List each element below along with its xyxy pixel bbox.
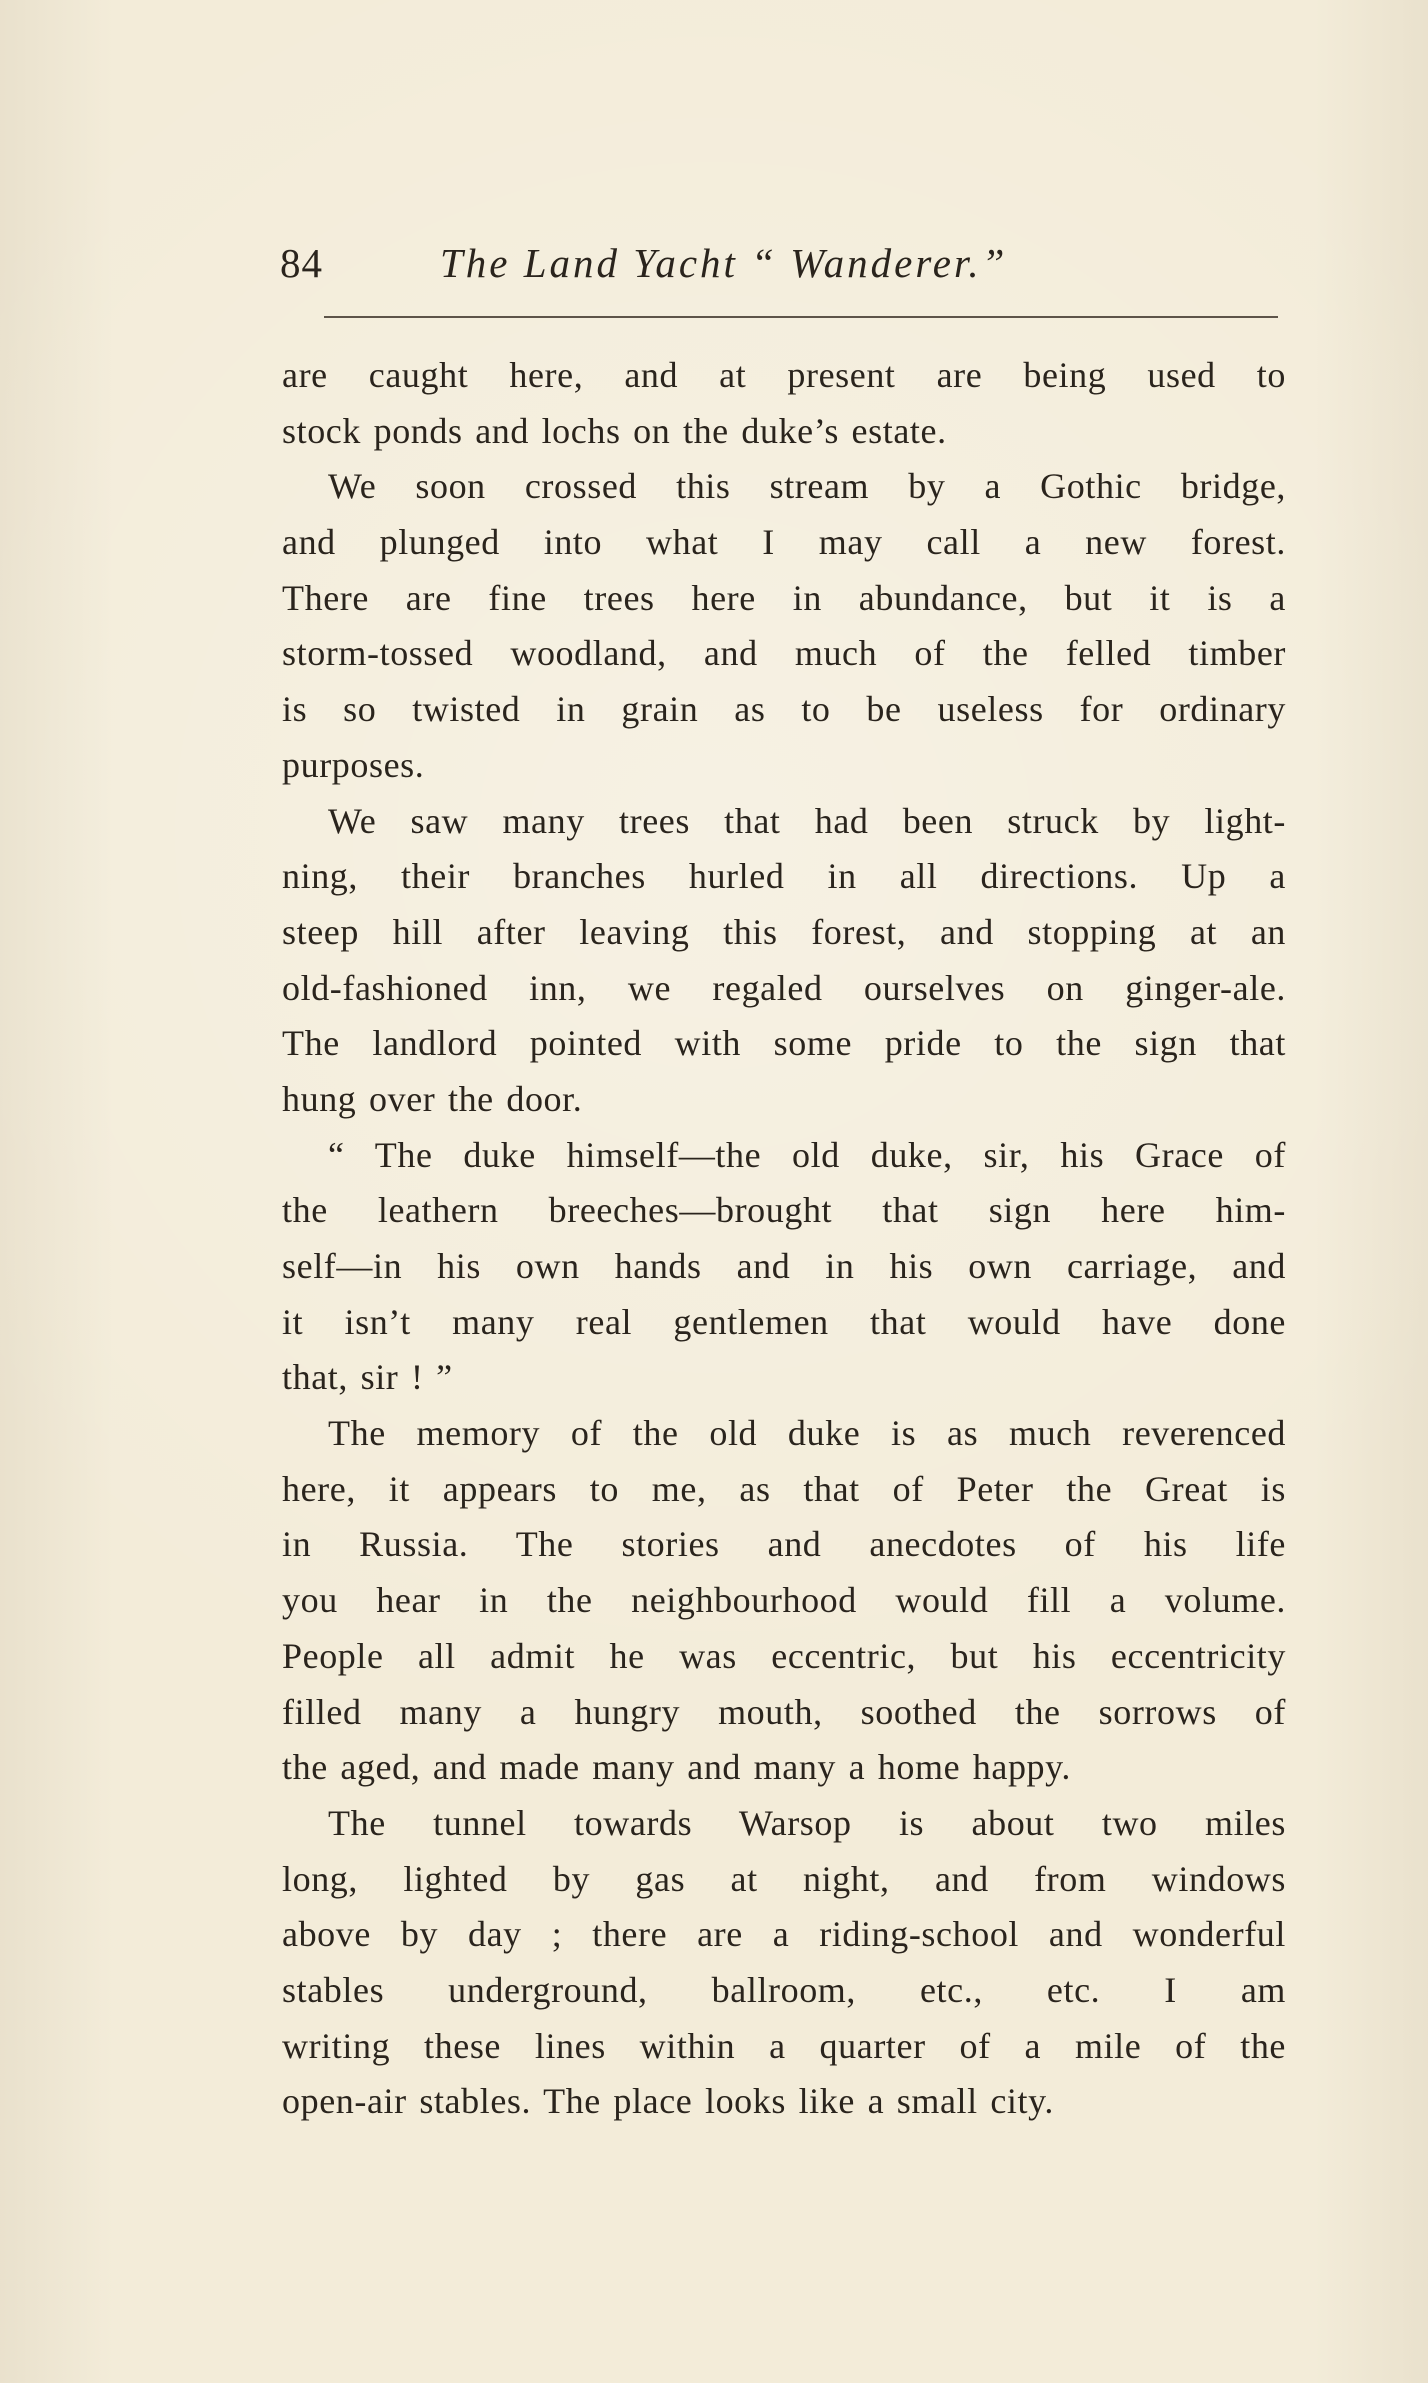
body-line: hung over the door. — [282, 1078, 583, 1119]
body-line: filled many a hungry mouth, soothed the sorrows of — [282, 1691, 1286, 1732]
body-line: purposes. — [282, 744, 425, 785]
running-head — [280, 232, 1280, 294]
paragraph-first-line: The memory of the old duke is as much reverenced — [328, 1413, 1286, 1454]
body-line: that, sir ! ” — [282, 1357, 453, 1398]
body-line: People all admit he was eccentric, but his eccentricity — [282, 1635, 1286, 1676]
body-line: old-fashioned inn, we regaled ourselves on ginger-ale. — [282, 967, 1286, 1008]
paragraph-first-line: We soon crossed this stream by a Gothic bridge, — [328, 466, 1286, 507]
body-line: here, it appears to me, as that of Peter the Great is — [282, 1468, 1286, 1509]
paragraph-first-line: The tunnel towards Warsop is about two miles — [328, 1802, 1286, 1843]
body-line: are caught here, and at present are being used to — [282, 355, 1286, 395]
body-line: in Russia. The stories and anecdotes of his life — [282, 1524, 1286, 1565]
body-line: steep hill after leaving this forest, and stopping at an — [282, 911, 1286, 952]
body-line: ning, their branches hurled in all directions. Up a — [282, 856, 1286, 897]
body-line: storm-tossed woodland, and much of the felled timber — [282, 633, 1286, 674]
body-line: stables underground, ballroom, etc., etc. I am — [282, 1969, 1286, 2010]
body-line: self—in his own hands and in his own carriage, and — [282, 1246, 1286, 1286]
quotation-first-line: “ The duke himself—the old duke, sir, his Grace of — [328, 1134, 1286, 1175]
header-rule — [324, 316, 1278, 318]
body-line: open-air stables. The place looks like a small city. — [282, 2081, 1054, 2122]
body-text — [282, 348, 1286, 2130]
body-line: There are fine trees here in abundance, but it is a — [282, 577, 1286, 618]
paragraph-first-line: We saw many trees that had been struck by light- — [328, 800, 1286, 841]
body-line: writing these lines within a quarter of a mile of the — [282, 2025, 1286, 2066]
body-line: stock ponds and lochs on the duke’s estate. — [282, 410, 947, 451]
body-line: above by day ; there are a riding-school and wonderful — [282, 1914, 1286, 1955]
body-line: it isn’t many real gentlemen that would have done — [282, 1301, 1286, 1342]
body-line: The landlord pointed with some pride to the sign that — [282, 1023, 1286, 1064]
body-line: the aged, and made many and many a home happy. — [282, 1747, 1072, 1788]
body-line: long, lighted by gas at night, and from windows — [282, 1858, 1286, 1899]
page-number: 84 — [280, 240, 323, 286]
running-title: The Land Yacht “ Wanderer.” — [440, 240, 1008, 286]
body-line: is so twisted in grain as to be useless for ordinary — [282, 689, 1286, 730]
body-line: the leathern breeches—brought that sign here him- — [282, 1190, 1286, 1231]
body-line: and plunged into what I may call a new forest. — [282, 522, 1286, 563]
body-line: you hear in the neighbourhood would fill a volume. — [282, 1580, 1286, 1621]
